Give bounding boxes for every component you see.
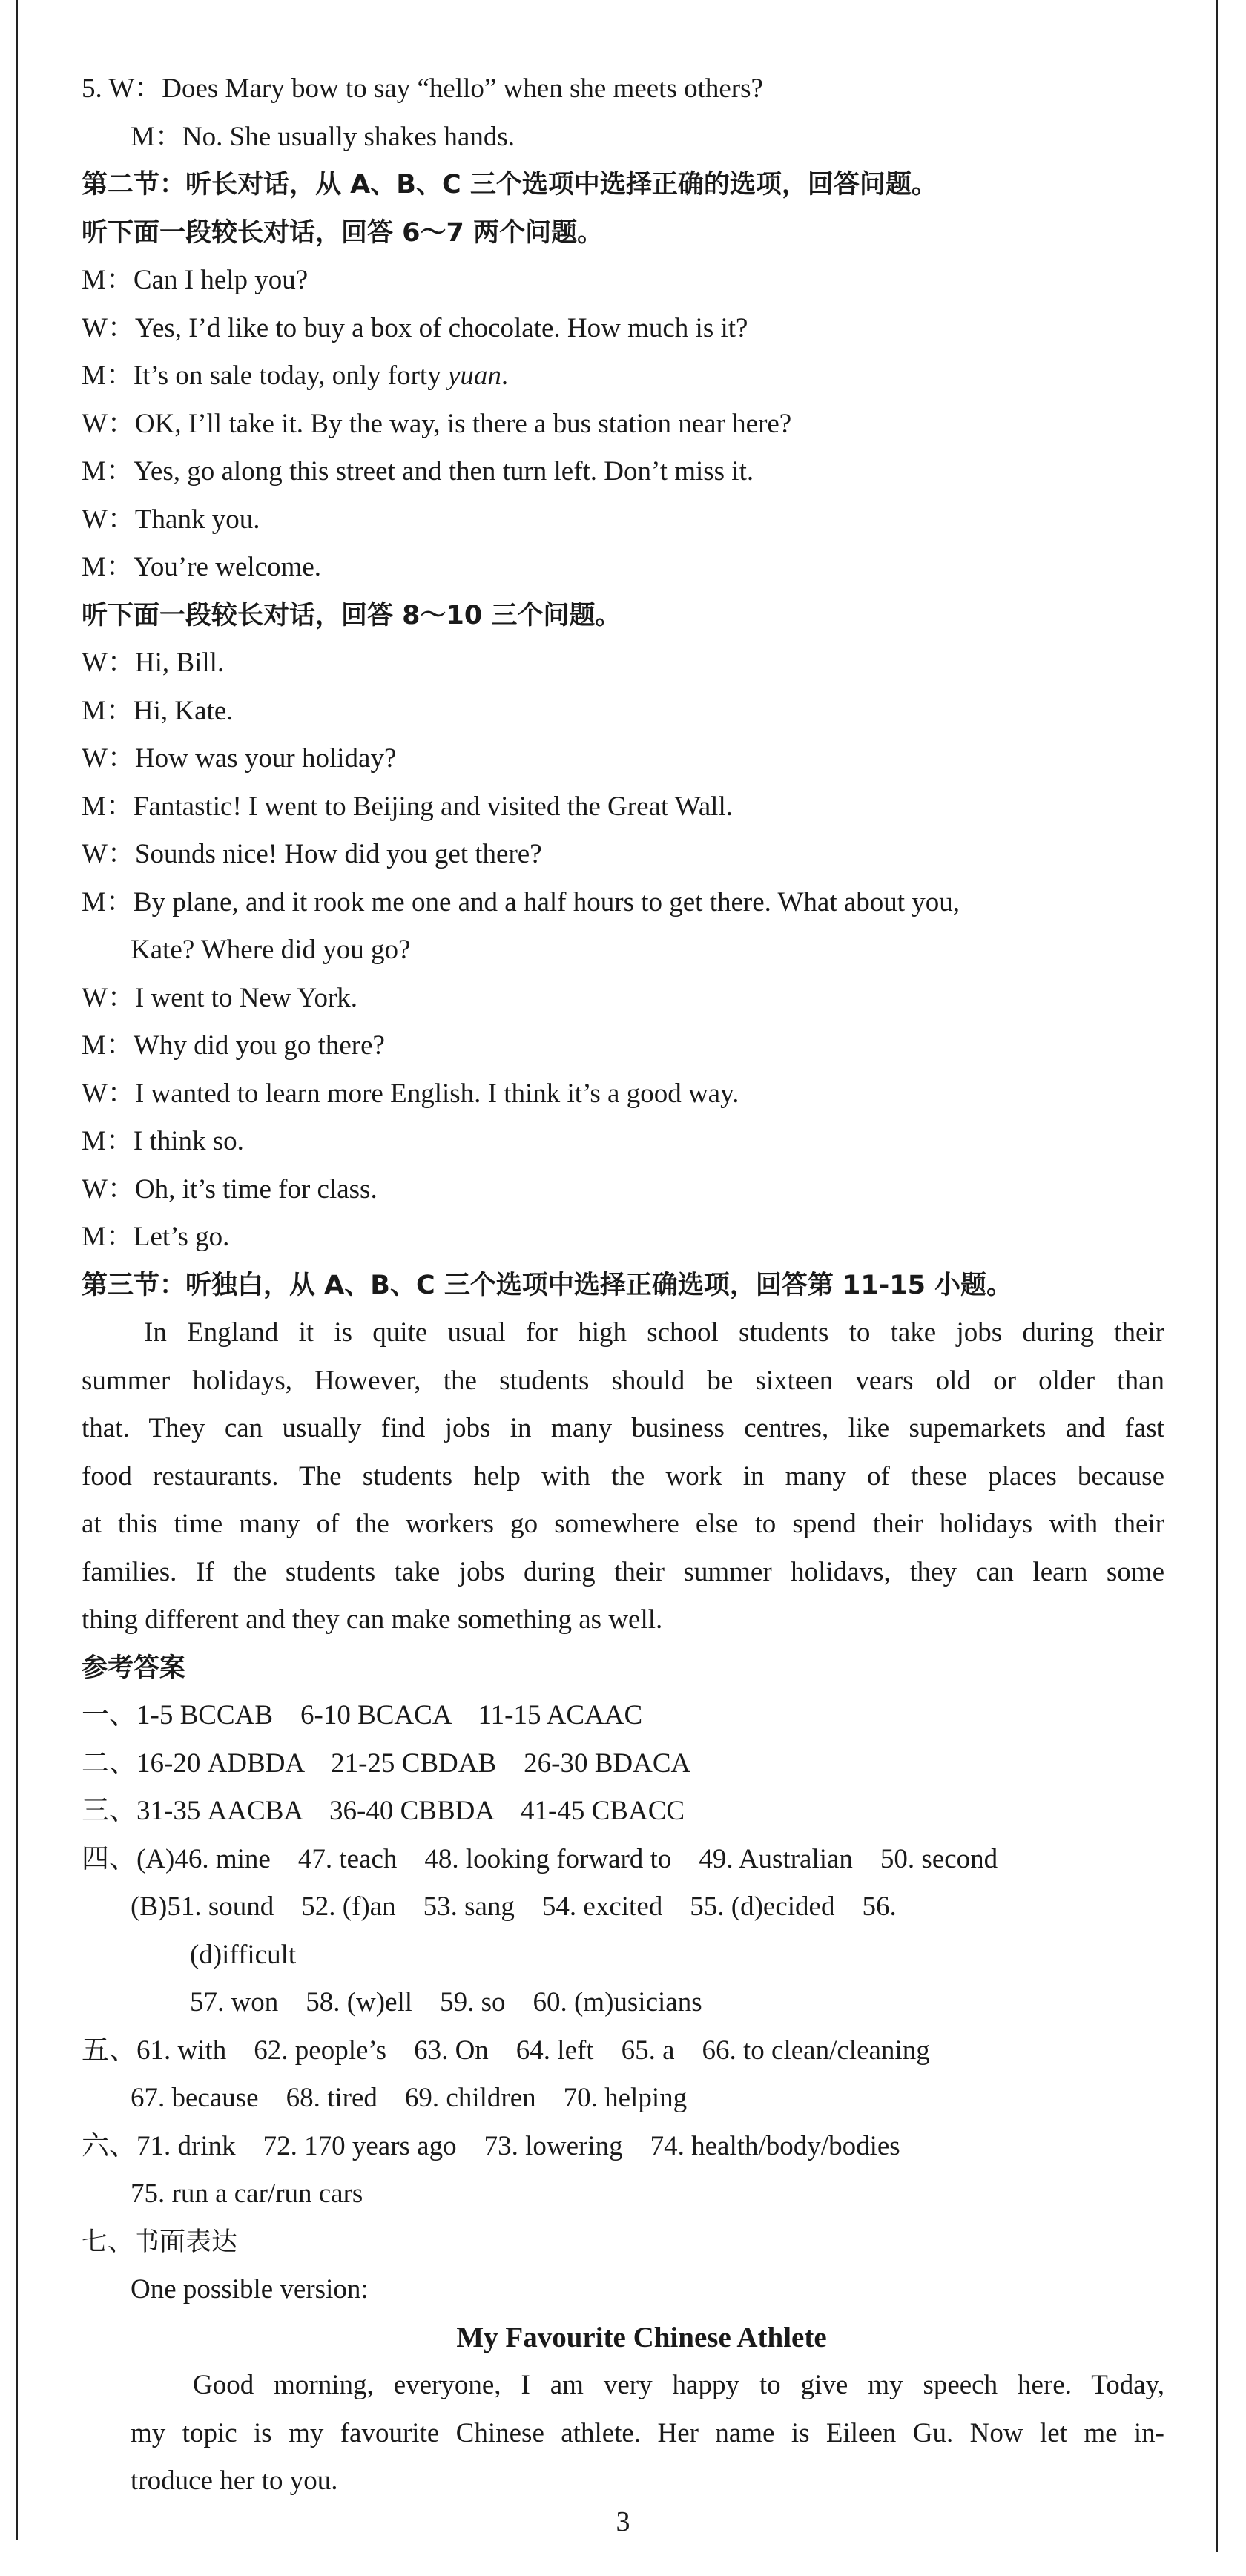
paragraph-line: Good morning, everyone, I am very happy to give my speech here. Today,	[193, 2370, 1164, 2400]
section-heading: 参考答案	[82, 1653, 186, 1683]
section-heading: 第二节：听长对话，从 A、B、C 三个选项中选择正确的选项，回答问题。	[82, 170, 937, 200]
text-line: M：No. She usually shakes hands.	[131, 121, 515, 152]
text-line: W：How was your holiday?	[82, 743, 397, 774]
text-line: W：Thank you.	[82, 504, 260, 535]
text-line: (d)ifficult	[190, 1939, 297, 1970]
text-line: W：I went to New York.	[82, 982, 358, 1013]
text-line: 三、31-35 AACBA 36-40 CBBDA 41-45 CBACC	[82, 1796, 685, 1826]
monologue-paragraph	[82, 1309, 1164, 1644]
text-line: (B)51. sound 52. (f)an 53. sang 54. excited 55. (d)ecided 56.	[131, 1891, 897, 1922]
text-line: W：Sounds nice! How did you get there?	[82, 839, 542, 869]
text-line: 七、书面表达	[82, 2227, 238, 2257]
text-line: M：Fantastic! I went to Beijing and visited the Great Wall.	[82, 791, 733, 822]
paragraph-line: that. They can usually find jobs in many business centres, like supemarkets and fast	[82, 1413, 1164, 1443]
text-line: M：Let’s go.	[82, 1222, 230, 1252]
text-line: M：Yes, go along this street and then turn left. Don’t miss it.	[82, 456, 754, 487]
text-line: 57. won 58. (w)ell 59. so 60. (m)usicians	[190, 1987, 702, 2017]
text-line: M：You’re welcome.	[82, 552, 322, 582]
paragraph-line: thing different and they can make something as well.	[82, 1604, 663, 1635]
text-line: 五、61. with 62. people’s 63. On 64. left 65. a 66. to clean/cleaning	[82, 2035, 930, 2066]
page-number: 3	[616, 2506, 630, 2537]
text-line: W：Hi, Bill.	[82, 648, 225, 678]
answer-key	[82, 1644, 1164, 2314]
essay-paragraph	[82, 2362, 1164, 2506]
essay-title: My Favourite Chinese Athlete	[456, 2321, 827, 2353]
text-line: 六、71. drink 72. 170 years ago 73. lowering 74. health/body/bodies	[82, 2130, 900, 2161]
text-line: M：By plane, and it rook me one and a half hours to get there. What about you,	[82, 886, 960, 918]
text-line: 一、1-5 BCCAB 6-10 BCACA 11-15 ACAAC	[82, 1700, 643, 1730]
text-line: 75. run a car/run cars	[131, 2178, 363, 2209]
text-line: W：Yes, I’d like to buy a box of chocolate. How much is it?	[82, 312, 748, 343]
text-line: M：I think so.	[82, 1126, 244, 1156]
page-content	[82, 65, 1164, 2506]
text-line: Kate? Where did you go?	[131, 935, 411, 965]
paragraph-line: In England it is quite usual for high school students to take jobs during their	[144, 1317, 1164, 1348]
section-heading: 听下面一段较长对话，回答 8～10 三个问题。	[82, 600, 622, 630]
paragraph-line: at this time many of the workers go somewhere else to spend their holidays with their	[82, 1509, 1164, 1539]
text-line: One possible version:	[131, 2274, 369, 2305]
text-line: 67. because 68. tired 69. children 70. helping	[131, 2083, 688, 2113]
paragraph-line: troduce her to you.	[131, 2465, 338, 2496]
text-line: M：Can I help you?	[82, 265, 309, 295]
text-line: 二、16-20 ADBDA 21-25 CBDAB 26-30 BDACA	[82, 1747, 691, 1779]
transcript-lines	[82, 65, 1164, 1309]
text-line: 5. W：Does Mary bow to say “hello” when she meets others?	[82, 73, 763, 104]
section-heading: 第三节：听独白，从 A、B、C 三个选项中选择正确选项，回答第 11-15 小题。	[82, 1270, 1013, 1300]
text-line: W：I wanted to learn more English. I think it’s a good way.	[82, 1078, 739, 1109]
paragraph-line: my topic is my favourite Chinese athlete. Her name is Eileen Gu. Now let me in-	[131, 2417, 1164, 2448]
right-margin-rule	[1216, 0, 1218, 2552]
paragraph-line: summer holidays, However, the students should be sixteen vears old or older than	[82, 1365, 1164, 1396]
text-line: W：Oh, it’s time for class.	[82, 1173, 378, 1205]
paragraph-line: food restaurants. The students help with the work in many of these places because	[82, 1460, 1164, 1492]
left-margin-rule	[16, 0, 18, 2540]
section-heading: 听下面一段较长对话，回答 6～7 两个问题。	[82, 217, 604, 248]
text-line: M：It’s on sale today, only forty yuan.	[82, 360, 509, 391]
text-line: 四、(A)46. mine 47. teach 48. looking forward to 49. Australian 50. second	[82, 1843, 998, 1874]
text-line: M：Why did you go there?	[82, 1030, 385, 1061]
paragraph-line: families. If the students take jobs during their summer holidavs, they can learn some	[82, 1556, 1164, 1587]
text-line: M：Hi, Kate.	[82, 695, 234, 726]
text-line: W：OK, I’ll take it. By the way, is there a bus station near here?	[82, 408, 792, 439]
